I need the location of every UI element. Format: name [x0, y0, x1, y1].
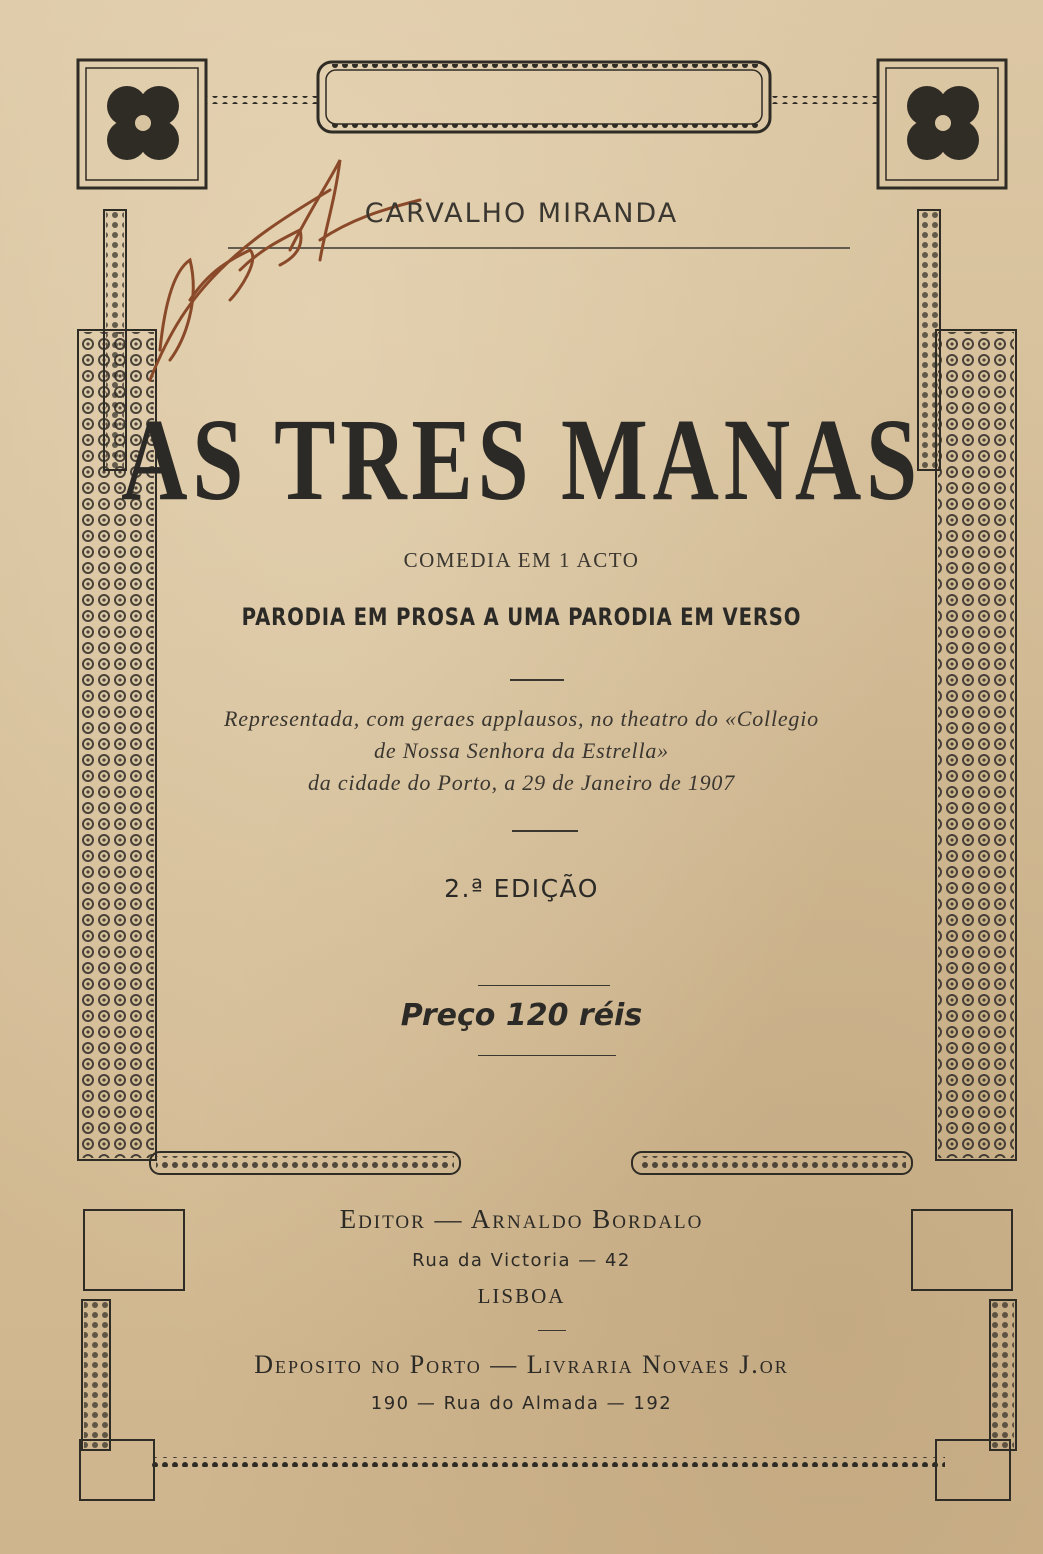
book-title: AS TRES MANAS [121, 394, 922, 525]
deposit-address: 190 — Rua do Almada — 192 [370, 1393, 673, 1414]
divider [478, 985, 610, 986]
performance-line: de Nossa Senhora da Estrella» [374, 738, 669, 763]
deposit-line: Deposito no Porto — Livraria Novaes J.or [254, 1350, 789, 1379]
quatrefoil-icon-left [107, 86, 179, 160]
divider [478, 1055, 616, 1056]
quatrefoil-icon-right [907, 86, 979, 160]
performance-line: Representada, com geraes applausos, no theatro do «Collegio [224, 706, 819, 731]
divider [510, 679, 564, 681]
author-name: CARVALHO MIRANDA [364, 198, 679, 229]
parody-subtitle: PARODIA EM PROSA A UMA PARODIA EM VERSO [241, 603, 802, 631]
editor-line: Editor — Arnaldo Bordalo [339, 1204, 704, 1234]
edition-label: 2.ª EDIÇÃO [444, 874, 599, 903]
genre-subtitle: COMEDIA EM 1 ACTO [403, 548, 640, 572]
editor-city: LISBOA [477, 1284, 566, 1308]
performance-line: da cidade do Porto, a 29 de Janeiro de 1907 [307, 770, 736, 795]
editor-address: Rua da Victoria — 42 [412, 1250, 631, 1271]
handwritten-signature [130, 150, 450, 410]
divider [512, 830, 578, 832]
divider [538, 1330, 566, 1331]
performance-note [0, 703, 1043, 799]
price-label: Preço 120 réis [400, 998, 643, 1033]
